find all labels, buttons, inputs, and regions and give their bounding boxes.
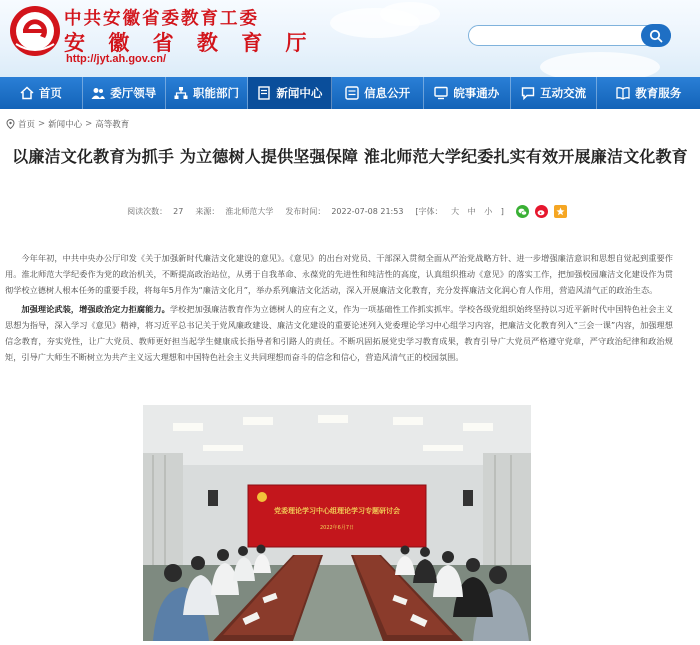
- breadcrumb-separator: >: [38, 119, 46, 129]
- source-value: 淮北师范大学: [225, 207, 274, 216]
- site-url: http://jyt.ah.gov.cn/: [66, 53, 167, 65]
- search-input[interactable]: [477, 28, 637, 43]
- people-icon: [91, 86, 105, 100]
- meeting-photo-illustration: [143, 405, 531, 641]
- star-icon: [556, 207, 565, 216]
- date-info: [285, 206, 409, 217]
- main-nav: [0, 77, 700, 109]
- breadcrumb-separator: >: [85, 119, 93, 129]
- nav-item-label: 新闻中心: [276, 86, 323, 100]
- search-icon: [649, 29, 663, 43]
- font-size-small-link[interactable]: 小: [484, 207, 493, 216]
- font-size-label: [字体：: [415, 207, 443, 216]
- publish-date: 2022-07-08 21:53: [331, 207, 404, 216]
- date-label: 发布时间：: [285, 207, 326, 216]
- nav-item-label: 信息公开: [364, 86, 411, 100]
- article-paragraph: [5, 301, 673, 365]
- banner-date: 2022年6月7日: [319, 525, 355, 531]
- article-photo: [143, 405, 531, 641]
- article-title-text: 以廉洁文化教育为抓手 为立德树人提供坚强保障 淮北师范大学纪委扎实有效开展廉洁文化教育: [12, 147, 688, 166]
- banner-title: 党委理论学习中心组理论学习专题研讨会: [274, 507, 400, 515]
- breadcrumb-home[interactable]: 首页: [18, 120, 36, 130]
- weibo-icon: [537, 208, 546, 216]
- font-size-medium-link[interactable]: 中: [467, 207, 476, 216]
- views-info: [127, 206, 189, 217]
- document-icon: [257, 86, 271, 100]
- share-wechat-button[interactable]: [516, 205, 529, 218]
- paragraph-text: 学校把加强廉洁教育作为立德树人的应有之义，作为一项基础性工作抓实抓牢。学校各级党组织始终坚持以习近平新时代中国特色社会主义思想为指导，深入学习《意见》精神，将习近平总书记关于党风廉政建设、廉洁文化建设的重要论述列入党委理论学习中心组学习内容，把廉洁文化教育列入“三会一课”内容，加强理想信念教育，夯实党性，让广大党员、教师更好担当起学生健康成长指导者和引路人的责任。不断巩固拓展党史学习教育成果，教育引导广大党员严格遵守党章，严守政治纪律和政治规矩，引导广大师生不断树立为共产主义远大理想和中国特色社会主义共同理想而奋斗的信念和信心，营造风清气正的校园氛围。: [5, 304, 673, 362]
- source-label: 来源：: [195, 207, 220, 216]
- chat-icon: [521, 86, 535, 100]
- list-icon: [345, 86, 359, 100]
- article-title: [0, 144, 700, 170]
- site-title-line1: 中共安徽省委教育工委: [64, 9, 259, 29]
- nav-item-label: 委厅领导: [110, 86, 157, 100]
- nav-item-wanshitong[interactable]: [424, 77, 511, 109]
- font-size-bracket: ]: [500, 207, 504, 216]
- paragraph-lead: 加强理论武装，增强政治定力拒腐能力。: [21, 304, 170, 314]
- nav-item-info-public[interactable]: [332, 77, 424, 109]
- book-icon: [616, 86, 630, 100]
- wechat-icon: [518, 208, 527, 216]
- org-icon: [174, 86, 188, 100]
- nav-item-label: 互动交流: [540, 86, 587, 100]
- nav-item-departments[interactable]: [166, 77, 249, 109]
- nav-item-label: 教育服务: [635, 86, 682, 100]
- font-size-large-link[interactable]: 大: [451, 207, 460, 216]
- site-header: [0, 0, 700, 77]
- views-label: 阅读次数：: [127, 207, 168, 216]
- nav-item-leaders[interactable]: [83, 77, 166, 109]
- nav-item-home[interactable]: [0, 77, 83, 109]
- share-qzone-button[interactable]: [554, 205, 567, 218]
- site-title-line2: 安 徽 省 教 育 厅: [64, 31, 315, 55]
- breadcrumb: [6, 118, 129, 130]
- nav-item-label: 职能部门: [193, 86, 240, 100]
- nav-item-label: 首页: [38, 86, 62, 100]
- location-pin-icon: [6, 119, 15, 129]
- breadcrumb-news[interactable]: 新闻中心: [48, 120, 83, 130]
- article-paragraph: 今年年初，中共中央办公厅印发《关于加强新时代廉洁文化建设的意见》。《意见》的出台对党员、干部深入贯彻全面从严治党战略方针、进一步增强廉洁意识和思想自觉起到重要作用。淮北师范大学纪委作为党的政治机关，不断提高政治站位，从勇于自我革命、永葆党的先进性和纯洁性的高度，认真组织推动《意见》的落实工作，把加强校园廉洁文化建设作为贯彻学校立德树人根本任务的重要手段，将每年5月作为“廉洁文化月”，举办系列廉洁文化活动，深入开展廉洁文化教育，充分发挥廉洁文化润心育人作用，营造风清气正的政治生态。: [5, 253, 673, 295]
- nav-item-label: 皖事通办: [453, 86, 500, 100]
- article-meta: [0, 205, 700, 218]
- search-button[interactable]: [641, 24, 671, 47]
- home-icon: [20, 86, 34, 100]
- font-size-switcher: [415, 206, 509, 217]
- source-info: [195, 206, 279, 217]
- nav-item-edu-service[interactable]: [597, 77, 700, 109]
- nav-item-news[interactable]: [248, 77, 332, 109]
- breadcrumb-higher-edu[interactable]: 高等教育: [95, 120, 130, 130]
- article-body: [5, 250, 673, 365]
- nav-item-interaction[interactable]: [511, 77, 598, 109]
- share-weibo-button[interactable]: [535, 205, 548, 218]
- views-count: 27: [173, 207, 184, 216]
- site-logo-icon[interactable]: [8, 4, 62, 58]
- monitor-icon: [434, 86, 448, 100]
